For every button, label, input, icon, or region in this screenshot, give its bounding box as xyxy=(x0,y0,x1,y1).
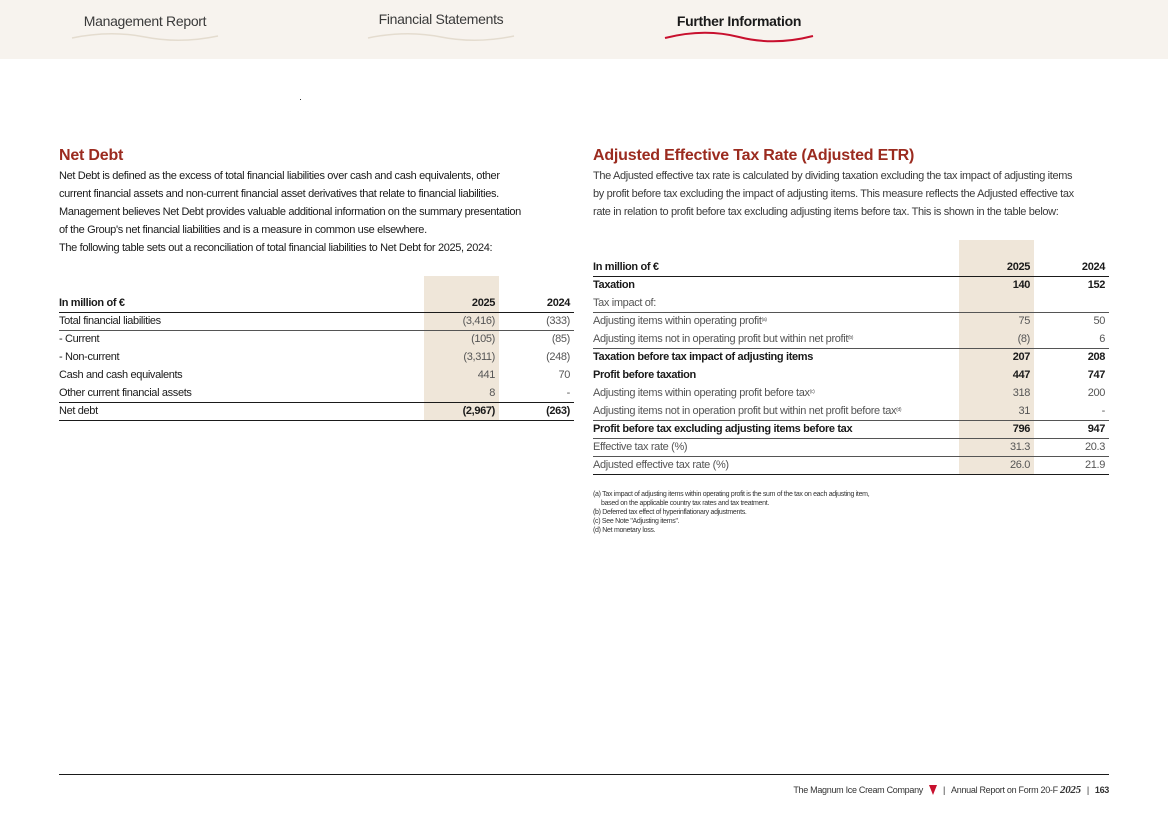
row-label: Other current financial assets xyxy=(59,384,424,402)
paragraph-line: The Adjusted effective tax rate is calculated by dividing taxation excluding the tax impact of adjusting items xyxy=(593,170,1073,182)
cell-2025: 441 xyxy=(424,366,499,384)
column-header: In million of € xyxy=(59,294,424,312)
cell-2024: - xyxy=(499,384,574,402)
paragraph-line: by profit before tax excluding the impact of adjusting items. This measure reflects the Adjusted effective tax xyxy=(593,188,1074,200)
cell-2024: 747 xyxy=(1087,369,1105,381)
cell-2025: 26.0 xyxy=(959,456,1034,474)
cell-2024: (248) xyxy=(546,351,570,363)
footnote-mark: (a) xyxy=(761,317,767,324)
row-label-text: Adjusting items within operating profit before tax xyxy=(593,387,810,399)
cell-2025: 207 xyxy=(959,348,1034,366)
cell-2025: 8 xyxy=(424,384,499,402)
table-row xyxy=(593,438,1109,456)
company-name: The Magnum Ice Cream Company xyxy=(793,785,923,795)
row-label-text: Adjusting items not in operation profit but within net profit before tax xyxy=(593,404,897,417)
tab-wave-decoration xyxy=(366,28,516,44)
report-year: 2025 xyxy=(1060,784,1081,796)
cell-2025 xyxy=(959,294,1034,312)
row-label: Net debt xyxy=(59,402,424,420)
row-label-text: Adjusting items within operating profit xyxy=(593,315,762,328)
cell-2024 xyxy=(1034,294,1109,312)
cell-2025: (3,311) xyxy=(424,348,499,366)
cell-2025: (105) xyxy=(424,330,499,348)
cell-2024: 70 xyxy=(558,369,570,381)
row-label: Adjusted effective tax rate (%) xyxy=(593,456,959,474)
column-header: 2025 xyxy=(424,294,499,312)
etr-table xyxy=(593,240,1109,475)
tab-financial-statements[interactable] xyxy=(366,0,516,59)
etr-title: Adjusted Effective Tax Rate (Adjusted ETR) xyxy=(593,147,915,164)
footnote-mark: (d) xyxy=(896,406,902,413)
table-total-row xyxy=(59,402,574,420)
table-row xyxy=(593,294,1109,312)
footer-separator: | xyxy=(943,785,946,795)
tab-further-information[interactable] xyxy=(664,0,814,59)
cell-2024: (85) xyxy=(551,333,570,346)
table-row xyxy=(593,312,1109,330)
page-footer xyxy=(793,784,1109,796)
row-label: Profit before tax excluding adjusting items before tax xyxy=(593,420,959,438)
column-header: In million of € xyxy=(593,258,959,276)
row-label: Profit before taxation xyxy=(593,369,696,381)
cell-2024: (263) xyxy=(499,402,574,420)
cell-2025: 796 xyxy=(959,420,1034,438)
table-row xyxy=(59,366,574,384)
report-name: Annual Report on Form 20-F xyxy=(951,785,1058,795)
column-header: 2025 xyxy=(959,258,1034,276)
table-spacer-row xyxy=(593,240,1109,258)
table-row xyxy=(59,348,574,366)
row-label xyxy=(593,312,959,330)
cell-2024: 50 xyxy=(1093,315,1105,328)
table-row xyxy=(593,330,1109,348)
cell-2025: (3,416) xyxy=(424,312,499,330)
etr-description xyxy=(593,167,1113,221)
page-number: 163 xyxy=(1094,785,1109,795)
row-label-text: Adjusting items not in operating profit but within net profit xyxy=(593,332,849,345)
tab-label: Management Report xyxy=(83,13,207,29)
cell-2025: 318 xyxy=(959,384,1034,402)
cell-2025: 31.3 xyxy=(959,438,1034,456)
footer-divider xyxy=(59,774,1109,775)
cell-2024: 947 xyxy=(1034,420,1109,438)
paragraph-line: Management believes Net Debt provides valuable additional information on the summary presentation xyxy=(59,206,521,218)
top-navigation xyxy=(0,0,1168,59)
table-row xyxy=(593,384,1109,402)
footnote: (b) Deferred tax effect of hyperinflationary adjustments. xyxy=(593,509,747,516)
table-row xyxy=(59,330,574,348)
footnote-continuation: based on the applicable country tax rates and tax treatment. xyxy=(601,500,770,507)
cell-2024: (333) xyxy=(499,312,574,330)
brand-logo-icon xyxy=(929,785,937,795)
paragraph-line: rate in relation to profit before tax excluding adjusting items before tax. This is shown in the table below: xyxy=(593,206,1059,218)
table-row xyxy=(593,366,1109,384)
table-row xyxy=(593,456,1109,474)
paragraph-line: Net Debt is defined as the excess of total financial liabilities over cash and cash equivalents, other xyxy=(59,170,500,182)
footnote: (d) Net monetary loss. xyxy=(593,527,656,534)
cell-2024: - xyxy=(1034,402,1109,420)
row-label: - Current xyxy=(59,333,100,346)
footnote: (a) Tax impact of adjusting items within operating profit is the sum of the tax on each adjusting item, xyxy=(593,491,870,498)
footer-separator: | xyxy=(1086,785,1089,795)
tab-active-wave xyxy=(664,28,814,44)
cell-2025: 75 xyxy=(959,312,1034,330)
cell-2024: 152 xyxy=(1087,279,1105,292)
row-label xyxy=(593,330,959,348)
table-header-row xyxy=(59,294,574,312)
stray-dot xyxy=(300,99,301,100)
cell-2025: 31 xyxy=(959,402,1034,420)
footnote-mark: (b) xyxy=(848,334,854,341)
column-header: 2024 xyxy=(499,294,574,312)
cell-2024: 20.3 xyxy=(1034,438,1109,456)
row-label xyxy=(593,402,959,420)
paragraph-line: current financial assets and non-current financial asset derivatives that relate to financial liabilities. xyxy=(59,188,499,200)
table-row xyxy=(593,420,1109,438)
row-label: Cash and cash equivalents xyxy=(59,369,183,381)
cell-2025: (8) xyxy=(959,330,1034,348)
column-header: 2024 xyxy=(1034,258,1109,276)
footnote-mark: (c) xyxy=(809,389,815,395)
row-label: Effective tax rate (%) xyxy=(593,438,959,456)
row-label: Total financial liabilities xyxy=(59,312,424,330)
table-row xyxy=(593,348,1109,366)
table-header-row xyxy=(593,258,1109,276)
row-label: - Non-current xyxy=(59,351,120,363)
table-row xyxy=(593,276,1109,294)
net-debt-table xyxy=(59,276,574,421)
table-spacer-row xyxy=(59,276,574,294)
net-debt-description xyxy=(59,167,579,257)
cell-2025: 447 xyxy=(959,366,1034,384)
net-debt-title: Net Debt xyxy=(59,147,124,164)
table-row xyxy=(59,312,574,330)
cell-2025: 140 xyxy=(959,276,1034,294)
etr-footnotes xyxy=(593,490,869,535)
report-title xyxy=(951,784,1081,796)
cell-2024: 200 xyxy=(1087,387,1105,399)
row-label xyxy=(593,384,959,402)
tab-label: Further Information xyxy=(676,13,802,29)
tab-wave-decoration xyxy=(70,28,220,44)
cell-2025: (2,967) xyxy=(424,402,499,420)
cell-2024: 208 xyxy=(1087,351,1105,364)
table-row xyxy=(59,384,574,402)
paragraph-line: The following table sets out a reconciliation of total financial liabilities to Net Debt for 2025, 2024: xyxy=(59,242,493,254)
row-label: Taxation xyxy=(593,279,635,292)
tab-label: Financial Statements xyxy=(378,11,504,27)
tab-management-report[interactable] xyxy=(70,0,220,59)
row-label: Taxation before tax impact of adjusting items xyxy=(593,351,813,364)
footnote: (c) See Note "Adjusting items". xyxy=(593,518,680,525)
cell-2024: 6 xyxy=(1034,330,1109,348)
paragraph-line: of the Group's net financial liabilities and is a measure in common use elsewhere. xyxy=(59,224,427,236)
cell-2024: 21.9 xyxy=(1034,456,1109,474)
table-row xyxy=(593,402,1109,420)
row-label: Tax impact of: xyxy=(593,294,959,312)
